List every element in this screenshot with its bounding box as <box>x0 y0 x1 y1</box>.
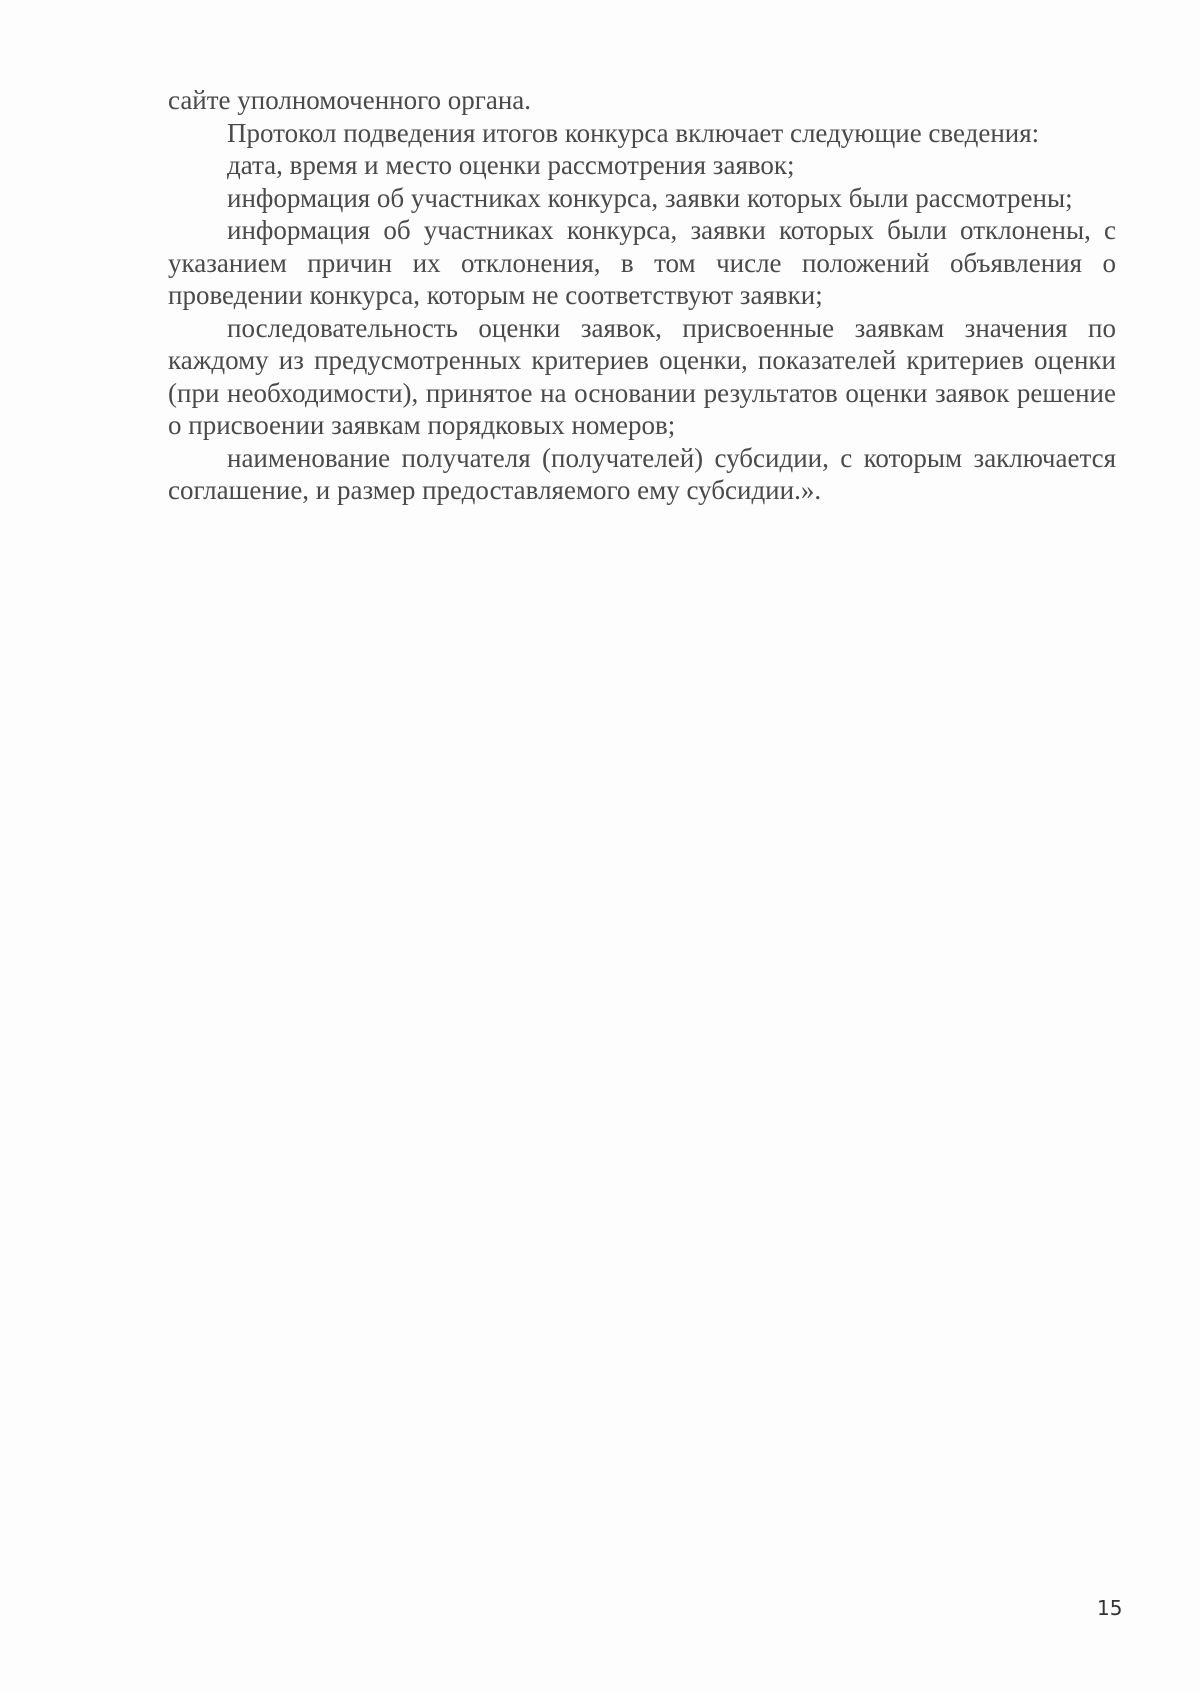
document-body <box>168 84 1116 507</box>
paragraph-protocol-intro: Протокол подведения итогов конкурса включает следующие сведения: <box>227 117 1040 148</box>
paragraph-continuation: сайте уполномоченного органа. <box>168 85 532 115</box>
paragraph-evaluation-sequence: последовательность оценки заявок, присвоенные заявкам значения по каждому из предусмотренных критериев оценки, показателей критериев оценки (при необходимости), принятое на основании результатов оценки заявок решение о присвоении заявкам порядковых номеров; <box>168 312 1116 440</box>
page-number: 15 <box>1097 1596 1123 1620</box>
paragraph-reviewed-participants: информация об участниках конкурса, заявки которых были рассмотрены; <box>227 182 1073 213</box>
paragraph-recipient-name: наименование получателя (получателей) субсидии, с которым заключается соглашение, и размер предоставляемого ему субсидии.». <box>168 442 1116 505</box>
paragraph-rejected-participants: информация об участниках конкурса, заявки которых были отклонены, с указанием причин их отклонения, в том числе положений объявления о проведении конкурса, которым не соответствуют заявки; <box>168 215 1116 310</box>
paragraph-date-time-place: дата, время и место оценки рассмотрения заявок; <box>227 150 795 180</box>
